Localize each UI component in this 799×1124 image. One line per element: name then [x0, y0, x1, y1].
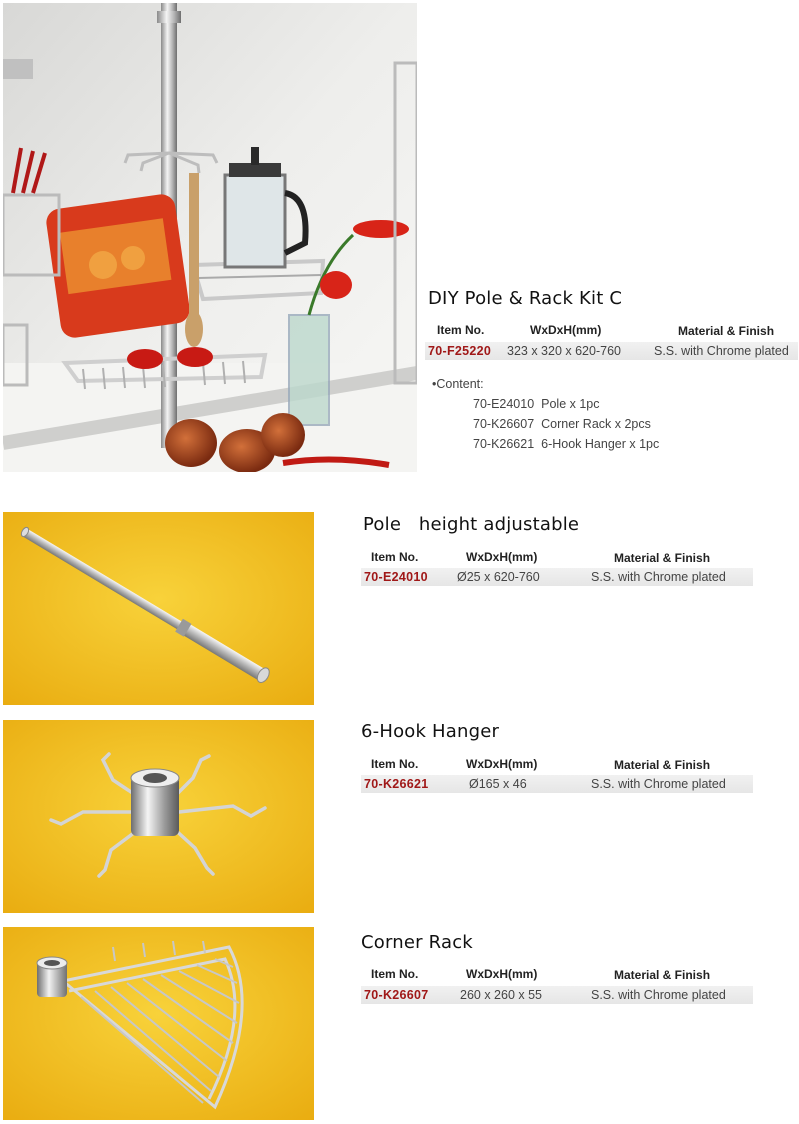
kit-content-desc: 6-Hook Hanger x 1pc — [541, 437, 660, 451]
kit-content-code: 70-E24010 — [473, 397, 535, 411]
hanger-title: 6-Hook Hanger — [361, 721, 500, 742]
pole-item-material: S.S. with Chrome plated — [591, 570, 726, 584]
rack-item-code: 70-K26607 — [364, 988, 429, 1002]
rack-col-dims: WxDxH(mm) — [466, 967, 538, 981]
pole-item-dims: Ø25 x 620-760 — [457, 570, 540, 584]
rack-col-material: Material & Finish — [614, 968, 711, 982]
kit-spec-row — [425, 342, 798, 360]
kit-content-label: •Content: — [432, 377, 484, 391]
rack-photo — [3, 927, 314, 1120]
hanger-item-material: S.S. with Chrome plated — [591, 777, 726, 791]
kit-content-line — [473, 397, 600, 411]
kit-content-desc: Corner Rack x 2pcs — [541, 417, 651, 431]
kit-title: DIY Pole & Rack Kit C — [428, 288, 623, 309]
rack-spec-row — [361, 986, 753, 1004]
hanger-photo — [3, 720, 314, 913]
hanger-item-dims: Ø165 x 46 — [469, 777, 527, 791]
hanger-col-dims: WxDxH(mm) — [466, 757, 538, 771]
kit-content-code: 70-K26607 — [473, 417, 535, 431]
kit-scene-photo — [3, 3, 417, 472]
rack-title: Corner Rack — [361, 932, 473, 953]
kit-item-dims: 323 x 320 x 620-760 — [507, 344, 621, 358]
hanger-item-code: 70-K26621 — [364, 777, 429, 791]
kit-content-line — [473, 437, 659, 451]
kit-col-item-no: Item No. — [437, 323, 485, 337]
pole-spec-row — [361, 568, 753, 586]
pole-title: Pole height adjustable — [363, 514, 580, 535]
rack-col-item-no: Item No. — [371, 967, 419, 981]
kit-item-code: 70-F25220 — [428, 344, 492, 358]
pole-col-item-no: Item No. — [371, 550, 419, 564]
pole-photo — [3, 512, 314, 705]
pole-col-material: Material & Finish — [614, 551, 711, 565]
hanger-spec-row — [361, 775, 753, 793]
kit-content-line — [473, 417, 651, 431]
kit-content-code: 70-K26621 — [473, 437, 535, 451]
rack-item-dims: 260 x 260 x 55 — [460, 988, 543, 1002]
pole-item-code: 70-E24010 — [364, 570, 428, 584]
rack-item-material: S.S. with Chrome plated — [591, 988, 726, 1002]
kit-col-material: Material & Finish — [678, 324, 775, 338]
kit-content-desc: Pole x 1pc — [541, 397, 600, 411]
hanger-col-item-no: Item No. — [371, 757, 419, 771]
kit-item-material: S.S. with Chrome plated — [654, 344, 789, 358]
kit-col-dims: WxDxH(mm) — [530, 323, 602, 337]
pole-col-dims: WxDxH(mm) — [466, 550, 538, 564]
hanger-col-material: Material & Finish — [614, 758, 711, 772]
